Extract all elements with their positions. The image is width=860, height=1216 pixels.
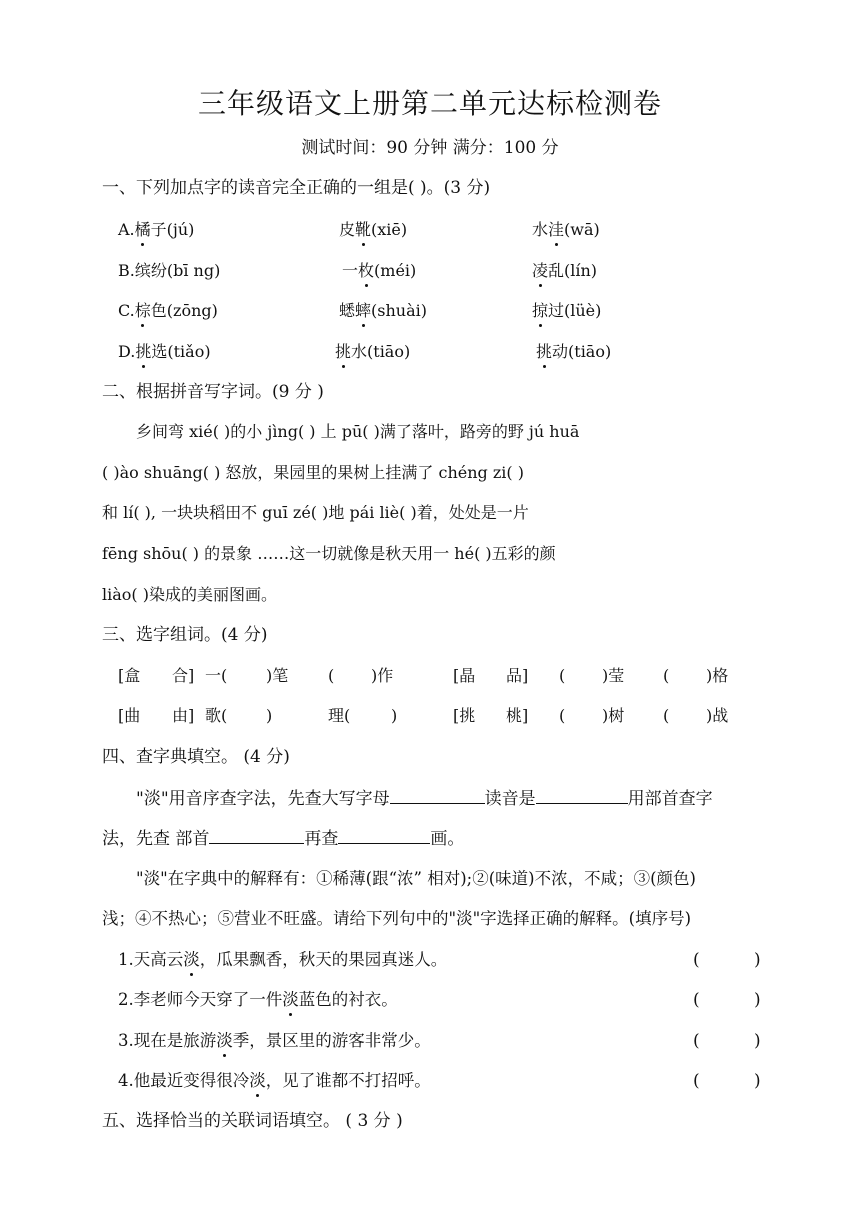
q2-line-3: 和 lí( ), 一块块稻田不 guī zé( )地 pái liè( )着，处处是一片 <box>102 503 529 522</box>
exam-info: 测试时间：90 分钟 满分：100 分 <box>301 138 559 158</box>
question-5-heading: 五、选择恰当的关联词语填空。 ( 3 分 ) <box>102 1111 403 1131</box>
q2-line-2: ( )ào shuāng( ) 怒放，果园里的果树上挂满了 chéng zi( ) <box>102 463 524 482</box>
question-1-heading: 一、下列加点字的读音完全正确的一组是( )。(3 分) <box>102 178 491 198</box>
answer-blank <box>209 827 304 844</box>
q2-line-5: liào( )染成的美丽图画。 <box>102 585 277 604</box>
q4-paragraph-3: "淡"在字典中的解释有：①稀薄(跟“浓” 相对);②(味道)不浓，不咸；③(颜色) <box>136 869 696 888</box>
question-2-heading: 二、根据拼音写字词。(9 分 ) <box>102 382 324 402</box>
question-3-heading: 三、选字组词。(4 分) <box>102 625 268 645</box>
q4-paragraph-4: 浅；④不热心；⑤营业不旺盛。请给下列句中的"淡"字选择正确的解释。(填序号) <box>102 909 692 928</box>
q2-line-1: 乡间弯 xié( )的小 jìng( ) 上 pū( )满了落叶，路旁的野 jú huā <box>136 422 580 441</box>
q4-paragraph-2: 法，先查 部首 再查 画。 <box>102 829 465 849</box>
q2-line-4: fēng shōu( ) 的景象 ……这一切就像是秋天用一 hé( )五彩的颜 <box>102 544 556 563</box>
q4-paragraph-1: "淡"用音序查字法，先查大写字母 读音是 用部首查字 <box>136 789 713 809</box>
answer-blank <box>338 827 430 844</box>
answer-blank <box>390 787 485 804</box>
answer-blank <box>536 787 628 804</box>
page-title: 三年级语文上册第二单元达标检测卷 <box>197 87 662 120</box>
question-4-heading: 四、查字典填空。 (4 分) <box>102 747 290 767</box>
